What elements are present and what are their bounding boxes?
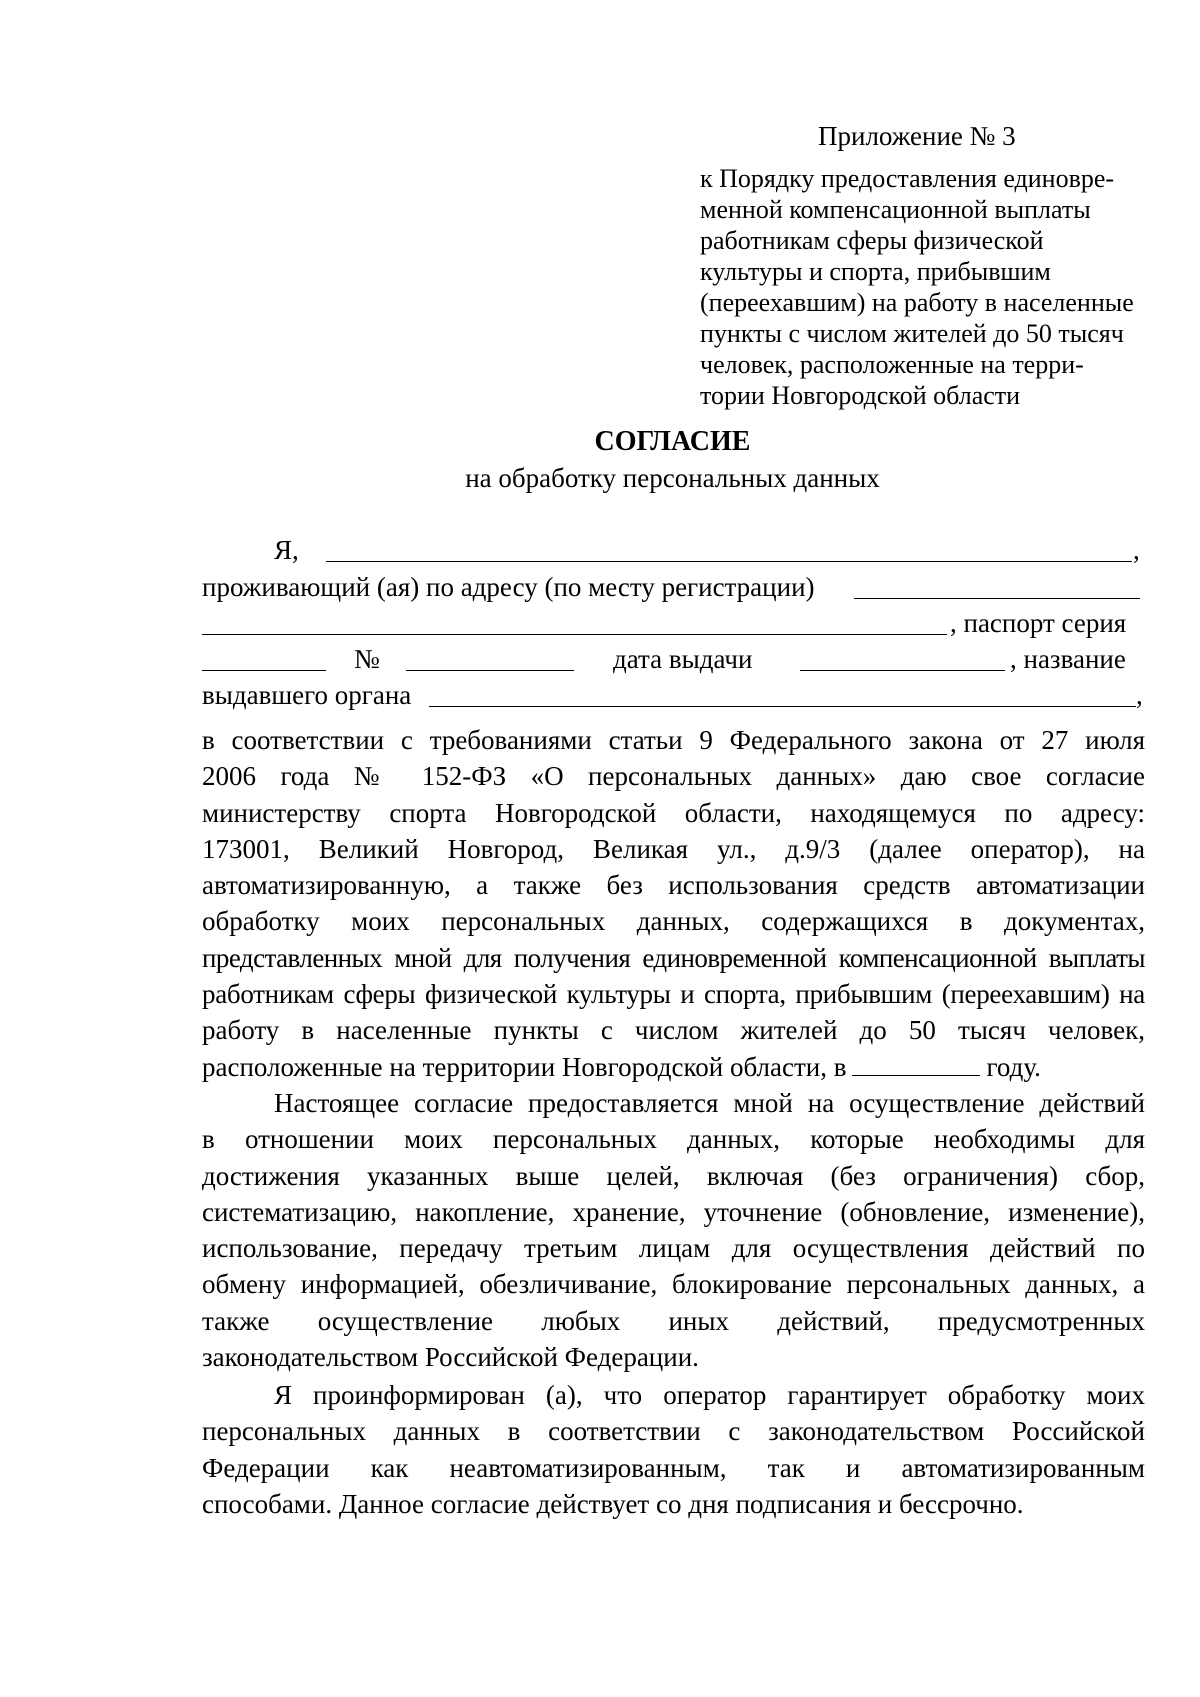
- consent-paragraph-1: [202, 722, 1145, 1085]
- text-line: работу в населенные пункты с числом жителей до 50 тысяч человек,: [202, 1015, 1145, 1046]
- number-label: №: [354, 644, 380, 674]
- text-line: обмену информацией, обезличивание, блокирование персональных данных, а: [202, 1269, 1145, 1300]
- appendix-reference: [700, 163, 1150, 411]
- text-line-with-year: [202, 1049, 1145, 1085]
- appendix-line: человек, расположенные на терри-: [700, 350, 1084, 379]
- text-line: министерству спорта Новгородской области, находящемуся по адресу:: [202, 797, 1145, 828]
- text-line: персональных данных в соответствии с законодательством Российской: [202, 1416, 1145, 1447]
- text-line: законодательством Российской Федерации.: [202, 1342, 699, 1373]
- form-line-passport-details: [202, 641, 1145, 677]
- address-continued-blank[interactable]: [202, 634, 947, 635]
- text-line: также осуществление любых иных действий, предусмотренных: [202, 1305, 1145, 1336]
- comma: ,: [1136, 680, 1143, 710]
- text-line: в соответствии с требованиями статьи 9 Федерального закона от 27 июля: [202, 725, 1145, 755]
- text-line: 2006 года № 152-ФЗ «О персональных данных» даю свое согласие: [202, 761, 1145, 792]
- issued-by-name-label: , название: [1010, 644, 1126, 674]
- appendix-line: к Порядку предоставления единовре-: [700, 164, 1115, 193]
- form-line-address: [202, 569, 1145, 605]
- text-line: представленных мной для получения единовременной компенсационной выплаты: [202, 942, 1145, 973]
- year-blank[interactable]: [852, 1053, 980, 1076]
- text-line: способами. Данное согласие действует со дня подписания и бессрочно.: [202, 1488, 1024, 1519]
- appendix-line: пункты с числом жителей до 50 тысяч: [700, 319, 1124, 348]
- appendix-number: Приложение № 3: [818, 121, 1016, 151]
- form-line-name: [202, 532, 1145, 568]
- issue-date-blank[interactable]: [800, 670, 1005, 671]
- text-line: достижения указанных выше целей, включая (без ограничения) сбор,: [202, 1160, 1145, 1191]
- text-line: автоматизированную, а также без использования средств автоматизации: [202, 870, 1145, 901]
- appendix-line: культуры и спорта, прибывшим: [700, 257, 1051, 286]
- appendix-line: (переехавшим) на работу в населенные: [700, 288, 1134, 317]
- text-line: 173001, Великий Новгород, Великая ул., д.9/3 (далее оператор), на: [202, 833, 1145, 864]
- full-name-blank[interactable]: [326, 561, 1132, 562]
- document-title: СОГЛАСИЕ: [594, 426, 751, 457]
- i-label: Я,: [274, 535, 299, 565]
- appendix-line: тории Новгородской области: [700, 381, 1021, 410]
- appendix-line: работникам сферы физической: [700, 226, 1044, 255]
- year-line-start: расположенные на территории Новгородской области, в: [202, 1051, 847, 1082]
- text-line: Федерации как неавтоматизированным, так и автоматизированным: [202, 1452, 1145, 1483]
- appendix-line: менной компенсационной выплаты: [700, 195, 1091, 224]
- document-subtitle: на обработку персональных данных: [465, 463, 880, 493]
- consent-paragraph-2: [202, 1085, 1145, 1375]
- issue-date-label: дата выдачи: [613, 644, 753, 674]
- issued-by-label: выдавшего органа: [202, 680, 412, 710]
- form-line-passport: [202, 605, 1145, 641]
- comma: ,: [1133, 535, 1140, 565]
- year-line-end: году.: [986, 1051, 1041, 1082]
- address-label: проживающий (ая) по адресу (по месту регистрации): [202, 572, 815, 602]
- text-line: работникам сферы физической культуры и спорта, прибывшим (переехавшим) на: [202, 979, 1145, 1010]
- issuer-blank[interactable]: [429, 706, 1136, 707]
- form-line-issuer: [202, 677, 1145, 713]
- text-line: Я проинформирован (а), что оператор гарантирует обработку моих: [274, 1380, 1145, 1410]
- text-line: систематизацию, накопление, хранение, уточнение (обновление, изменение),: [202, 1196, 1145, 1227]
- consent-paragraph-3: [202, 1377, 1145, 1522]
- passport-number-blank[interactable]: [406, 670, 574, 671]
- passport-series-label: , паспорт серия: [950, 608, 1127, 638]
- text-line: обработку моих персональных данных, содержащихся в документах,: [202, 906, 1145, 937]
- text-line: использование, передачу третьим лицам для осуществления действий по: [202, 1233, 1145, 1264]
- address-blank[interactable]: [854, 598, 1140, 599]
- text-line: в отношении моих персональных данных, которые необходимы для: [202, 1124, 1145, 1155]
- text-line: Настоящее согласие предоставляется мной на осуществление действий: [274, 1088, 1145, 1118]
- passport-series-blank[interactable]: [202, 670, 326, 671]
